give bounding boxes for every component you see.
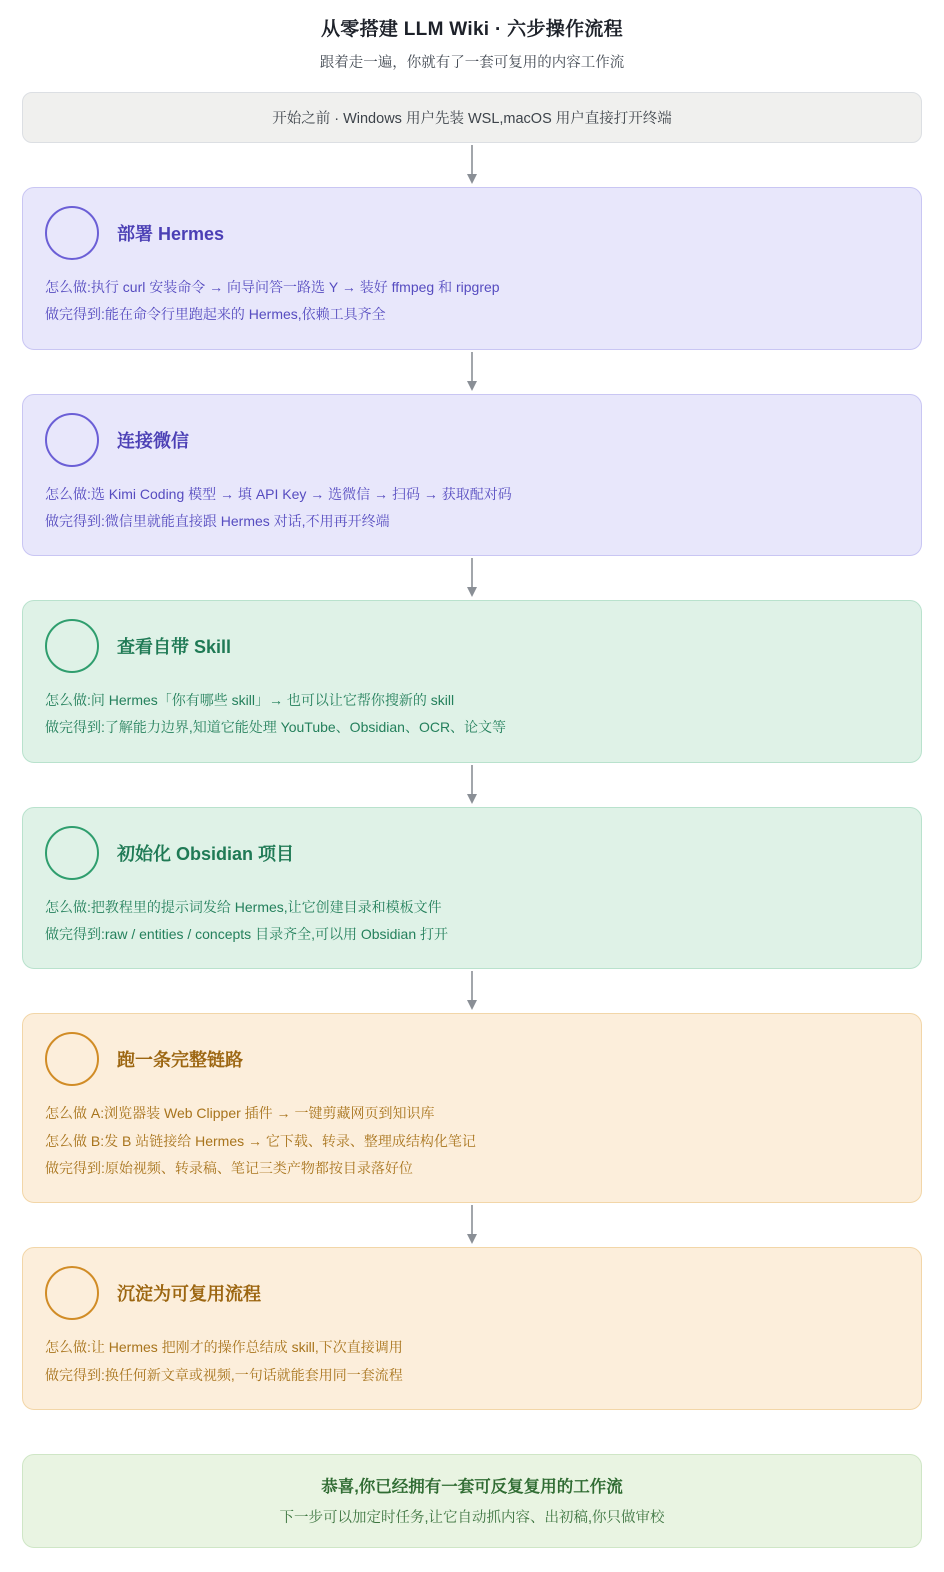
step-card-4-line-1: 怎么做:把教程里的提示词发给 Hermes,让它创建目录和模板文件 (45, 898, 442, 915)
flow-arrow (22, 350, 922, 394)
step-number-badge (45, 619, 99, 673)
flow-arrow (22, 143, 922, 187)
step-card-3-head (45, 619, 899, 673)
step-card-1-head (45, 206, 899, 260)
footer-subtitle: 下一步可以加定时任务,让它自动抓内容、出初稿,你只做审校 (279, 1509, 665, 1526)
flow-arrow (22, 763, 922, 807)
step-card-5 (22, 1013, 922, 1203)
step-card-1-line-2: 做完得到:能在命令行里跑起来的 Hermes,依赖工具齐全 (45, 306, 386, 323)
step-card-5-line-2: 怎么做 B:发 B 站链接给 Hermes → 它下载、转录、整理成结构化笔记 (45, 1132, 476, 1149)
step-card-4-head (45, 826, 899, 880)
step-card-2-head (45, 413, 899, 467)
footer-title: 恭喜,你已经拥有一套可反复复用的工作流 (321, 1477, 623, 1496)
flow-arrow (22, 1203, 922, 1247)
step-card-4 (22, 807, 922, 970)
flow-arrow (22, 969, 922, 1013)
step-card-1-title: 部署 Hermes (117, 224, 225, 244)
step-card-6-head (45, 1266, 899, 1320)
step-card-1 (22, 187, 922, 350)
prerequisite-banner (22, 92, 922, 143)
step-card-2-line-2: 做完得到:微信里就能直接跟 Hermes 对话,不用再开终端 (45, 512, 390, 529)
step-card-2-title: 连接微信 (117, 430, 189, 451)
step-card-3-line-1: 怎么做:问 Hermes「你有哪些 skill」→ 也可以让它帮你搜新的 skill (45, 692, 455, 709)
step-card-2-line-1: 怎么做:选 Kimi Coding 模型 → 填 API Key → 选微信 → 扫码 → 获取配对码 (45, 485, 512, 502)
step-number-badge (45, 413, 99, 467)
step-card-3 (22, 600, 922, 763)
flow-arrow (22, 1410, 922, 1454)
step-card-5-line-1: 怎么做 A:浏览器装 Web Clipper 插件 → 一键剪藏网页到知识库 (45, 1105, 435, 1122)
step-card-6-title: 沉淀为可复用流程 (117, 1284, 261, 1305)
step-card-6-line-2: 做完得到:换任何新文章或视频,一句话就能套用同一套流程 (45, 1366, 403, 1383)
page-subtitle: 跟着走一遍，你就有了一套可复用的内容工作流 (319, 55, 625, 71)
step-number-badge (45, 826, 99, 880)
step-card-5-head (45, 1032, 899, 1086)
step-card-6 (22, 1247, 922, 1410)
step-card-2 (22, 394, 922, 557)
footer-banner (22, 1454, 922, 1548)
prerequisite-banner-text: 开始之前 · Windows 用户先装 WSL,macOS 用户直接打开终端 (272, 111, 672, 127)
step-card-5-title: 跑一条完整链路 (117, 1050, 243, 1071)
step-number-badge (45, 206, 99, 260)
step-card-3-line-2: 做完得到:了解能力边界,知道它能处理 YouTube、Obsidian、OCR、论文等 (45, 719, 507, 736)
step-card-4-title: 初始化 Obsidian 项目 (117, 843, 295, 864)
step-card-3-title: 查看自带 Skill (117, 637, 232, 658)
flow-arrow (22, 556, 922, 600)
step-card-1-line-1: 怎么做:执行 curl 安装命令 → 向导问答一路选 Y → 装好 ffmpeg 和 ripgrep (45, 279, 500, 295)
step-card-4-line-2: 做完得到:raw / entities / concepts 目录齐全,可以用 Obsidian 打开 (45, 926, 448, 943)
page-header (22, 14, 922, 72)
step-number-badge (45, 1266, 99, 1320)
page-title: 从零搭建 LLM Wiki · 六步操作流程 (321, 19, 623, 40)
step-card-5-line-3: 做完得到:原始视频、转录稿、笔记三类产物都按目录落好位 (45, 1159, 413, 1176)
step-number-badge (45, 1032, 99, 1086)
step-card-6-line-1: 怎么做:让 Hermes 把刚才的操作总结成 skill,下次直接调用 (45, 1339, 403, 1356)
